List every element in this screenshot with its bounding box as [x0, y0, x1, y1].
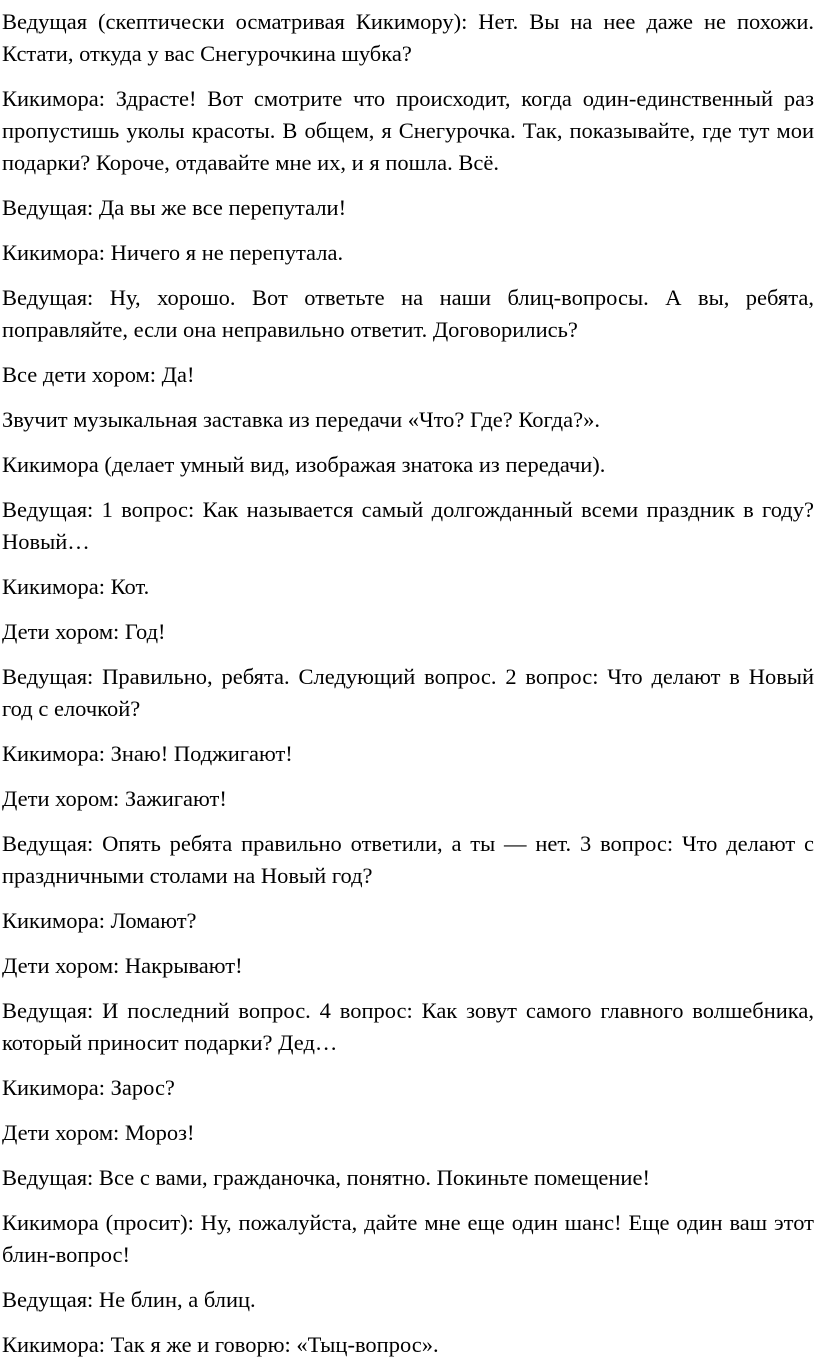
paragraph-20: Дети хором: Мороз! [2, 1120, 195, 1145]
paragraph-2: Кикимора: Здрасте! Вот смотрите что происходит, когда один-единственный раз пропустишь уколы красоты. В общем, я Снегурочка. Так, показывайте, где тут мои подарки? Короче, отдавайте мне их, и я пошла. Всё. [2, 86, 814, 175]
paragraph-1: Ведущая (скептически осматривая Кикимору): Нет. Вы на нее даже не похожи. Кстати, откуда у вас Снегурочкина шубка? [2, 9, 814, 66]
paragraph-21: Ведущая: Все с вами, гражданочка, понятно. Покиньте помещение! [2, 1165, 650, 1190]
paragraph-17: Дети хором: Накрывают! [2, 953, 243, 978]
paragraph-23: Ведущая: Не блин, а блиц. [2, 1287, 256, 1312]
paragraph-7: Звучит музыкальная заставка из передачи «Что? Где? Когда?». [2, 407, 600, 432]
paragraph-22: Кикимора (просит): Ну, пожалуйста, дайте мне еще один шанс! Еще один ваш этот блин-вопрос! [2, 1210, 814, 1267]
paragraph-19: Кикимора: Зарос? [2, 1075, 175, 1100]
paragraph-5: Ведущая: Ну, хорошо. Вот ответьте на наши блиц-вопросы. А вы, ребята, поправляйте, если она неправильно ответит. Договорились? [2, 285, 814, 342]
paragraph-6: Все дети хором: Да! [2, 362, 195, 387]
paragraph-15: Ведущая: Опять ребята правильно ответили, а ты — нет. 3 вопрос: Что делают с праздничными столами на Новый год? [2, 831, 814, 888]
paragraph-12: Ведущая: Правильно, ребята. Следующий вопрос. 2 вопрос: Что делают в Новый год с елочкой? [2, 664, 814, 721]
paragraph-4: Кикимора: Ничего я не перепутала. [2, 240, 344, 265]
paragraph-18: Ведущая: И последний вопрос. 4 вопрос: Как зовут самого главного волшебника, который приносит подарки? Дед… [2, 998, 814, 1055]
paragraph-16: Кикимора: Ломают? [2, 908, 197, 933]
paragraph-3: Ведущая: Да вы же все перепутали! [2, 195, 347, 220]
paragraph-8: Кикимора (делает умный вид, изображая знатока из передачи). [2, 452, 606, 477]
paragraph-10: Кикимора: Кот. [2, 574, 150, 599]
paragraph-13: Кикимора: Знаю! Поджигают! [2, 741, 293, 766]
paragraph-24: Кикимора: Так я же и говорю: «Тыц-вопрос». [2, 1332, 439, 1357]
paragraph-11: Дети хором: Год! [2, 619, 166, 644]
paragraph-14: Дети хором: Зажигают! [2, 786, 227, 811]
paragraph-9: Ведущая: 1 вопрос: Как называется самый долгожданный всеми праздник в году? Новый… [2, 497, 814, 554]
